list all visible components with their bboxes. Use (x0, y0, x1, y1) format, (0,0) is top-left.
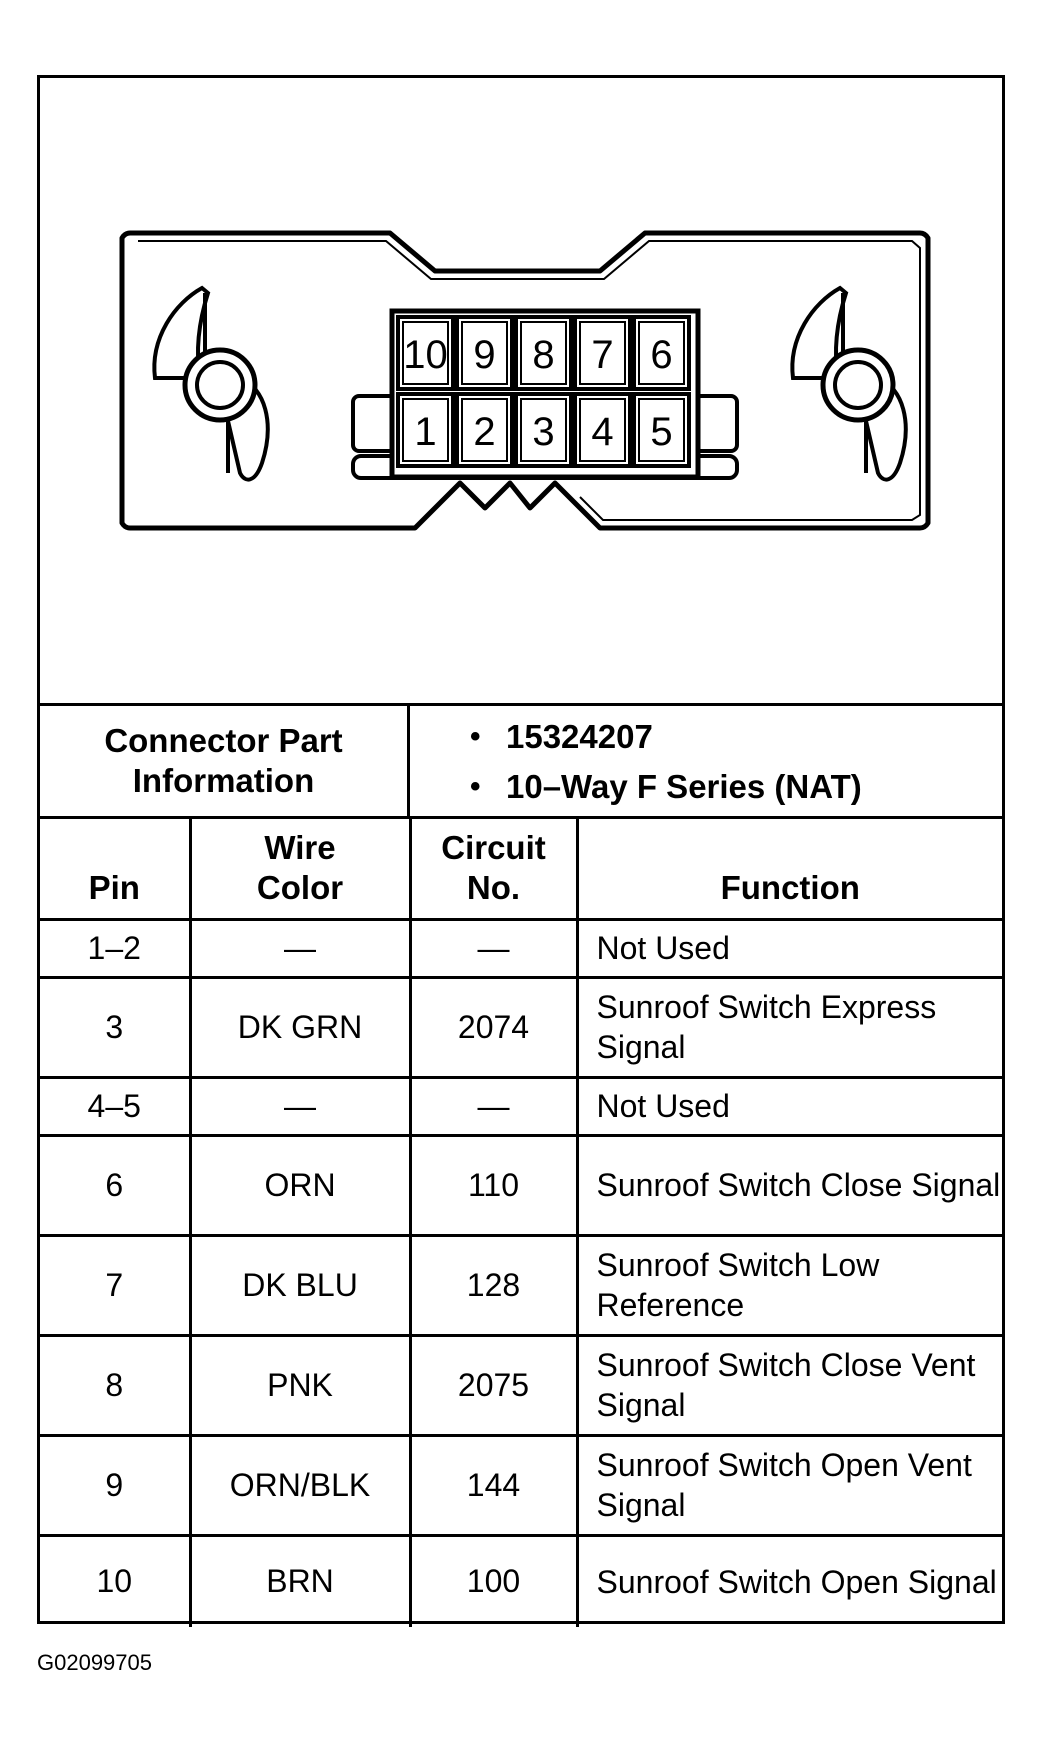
pin-cell: 7 (40, 1235, 190, 1335)
pin-cell: 6 (40, 1135, 190, 1235)
pin-cell: 4–5 (40, 1077, 190, 1135)
bullet-icon: • (470, 720, 481, 753)
wire-color-cell: DK BLU (190, 1235, 410, 1335)
table-row (40, 1077, 1002, 1135)
wire-color-cell: DK GRN (190, 977, 410, 1077)
connector-diagram-frame (37, 75, 1005, 1624)
pin-function-table (40, 819, 1002, 1627)
pin-cell: 1–2 (40, 919, 190, 977)
function-cell: Sunroof Switch Open Vent Signal (577, 1435, 1002, 1535)
connector-part-information-row (40, 706, 1002, 819)
figure-code: G02099705 (37, 1650, 152, 1675)
part-series: 10–Way F Series (NAT) (506, 768, 862, 805)
circuit-cell: 144 (410, 1435, 577, 1535)
pin-header: Pin (40, 819, 190, 919)
circuit-cell: — (410, 919, 577, 977)
pin-cell: 8 (40, 1335, 190, 1435)
wire-color-cell: BRN (190, 1535, 410, 1627)
circuit-cell: — (410, 1077, 577, 1135)
table-header-row (40, 819, 1002, 919)
pin-number-label: 7 (591, 333, 614, 377)
wire-color-cell: — (190, 919, 410, 977)
circuit-no-header: Circuit No. (410, 819, 577, 919)
table-row (40, 1435, 1002, 1535)
pin-number-label: 10 (403, 333, 448, 377)
circuit-cell: 110 (410, 1135, 577, 1235)
table-row (40, 1535, 1002, 1627)
right-latch-icon (792, 288, 905, 480)
pin-number-label: 3 (532, 410, 555, 454)
pin-cell: 9 (40, 1435, 190, 1535)
function-cell: Sunroof Switch Open Signal (577, 1535, 1002, 1627)
circuit-cell: 128 (410, 1235, 577, 1335)
pin-cell: 3 (40, 977, 190, 1077)
table-row (40, 977, 1002, 1077)
pin-number-label: 2 (473, 410, 496, 454)
function-cell: Sunroof Switch Close Signal (577, 1135, 1002, 1235)
circuit-cell: 100 (410, 1535, 577, 1627)
table-body (40, 919, 1002, 1627)
connector-face-drawing (40, 78, 1002, 703)
circuit-cell: 2075 (410, 1335, 577, 1435)
wire-color-cell: — (190, 1077, 410, 1135)
pin-number-label: 6 (650, 333, 673, 377)
function-cell: Sunroof Switch Low Reference (577, 1235, 1002, 1335)
pin-number-label: 9 (473, 333, 496, 377)
wire-color-cell: ORN/BLK (190, 1435, 410, 1535)
pin-number-label: 8 (532, 333, 555, 377)
part-number-line (470, 718, 653, 756)
function-cell: Not Used (577, 1077, 1002, 1135)
wire-color-cell: PNK (190, 1335, 410, 1435)
left-latch-icon (154, 288, 267, 480)
table-row (40, 1135, 1002, 1235)
connector-part-information-values (410, 706, 1002, 816)
function-cell: Sunroof Switch Close Vent Signal (577, 1335, 1002, 1435)
table-row (40, 919, 1002, 977)
connector-part-information-label: Connector Part Information (40, 706, 410, 816)
table-row (40, 1235, 1002, 1335)
pin-number-label: 5 (650, 410, 673, 454)
pin-number-label: 1 (414, 410, 437, 454)
function-cell: Sunroof Switch Express Signal (577, 977, 1002, 1077)
wire-color-header: Wire Color (190, 819, 410, 919)
function-cell: Not Used (577, 919, 1002, 977)
table-row (40, 1335, 1002, 1435)
wire-color-cell: ORN (190, 1135, 410, 1235)
pin-number-label: 4 (591, 410, 614, 454)
function-header: Function (577, 819, 1002, 919)
part-series-line (470, 768, 862, 806)
connector-face-view (40, 78, 1002, 706)
part-number: 15324207 (506, 718, 653, 755)
bullet-icon: • (470, 770, 481, 803)
pin-cell: 10 (40, 1535, 190, 1627)
circuit-cell: 2074 (410, 977, 577, 1077)
